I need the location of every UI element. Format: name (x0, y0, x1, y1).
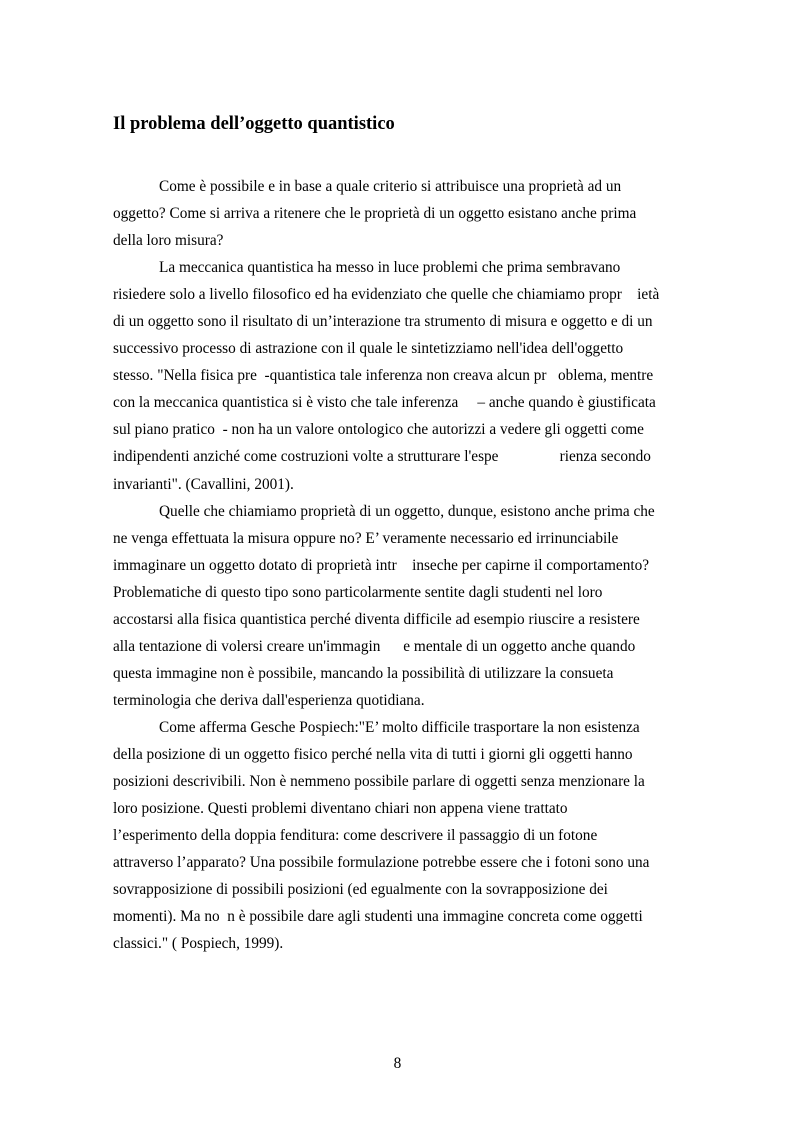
text-line: indipendenti anziché come costruzioni volte a strutturare l'espe rienza secondo (113, 448, 651, 466)
text-line: La meccanica quantistica ha messo in luce problemi che prima sembravano (159, 259, 621, 277)
text-line: accostarsi alla fisica quantistica perché diventa difficile ad esempio riuscire a resistere (113, 610, 640, 628)
text-line: Come afferma Gesche Pospiech:"E’ molto difficile trasportare la non esistenza (159, 718, 640, 736)
text-line: sul piano pratico - non ha un valore ontologico che autorizzi a vedere gli oggetti come (113, 421, 644, 439)
text-line: l’esperimento della doppia fenditura: come descrivere il passaggio di un fotone (113, 827, 598, 845)
text-line: classici." ( Pospiech, 1999). (113, 935, 284, 953)
text-line: loro posizione. Questi problemi diventano chiari non appena viene trattato (113, 800, 568, 818)
text-line: di un oggetto sono il risultato di un’interazione tra strumento di misura e oggetto e di un (113, 313, 653, 331)
text-line: invarianti". (Cavallini, 2001). (113, 475, 294, 493)
text-line: risiedere solo a livello filosofico ed ha evidenziato che quelle che chiamiamo propr ietà (113, 286, 660, 304)
section-heading: Il problema dell’oggetto quantistico (113, 114, 395, 134)
text-line: attraverso l’apparato? Una possibile formulazione potrebbe essere che i fotoni sono una (113, 854, 650, 872)
text-line: Come è possibile e in base a quale criterio si attribuisce una proprietà ad un (159, 178, 622, 195)
text-line: alla tentazione di volersi creare un'immagin e mentale di un oggetto anche quando (113, 637, 636, 655)
text-line: Quelle che chiamiamo proprietà di un oggetto, dunque, esistono anche prima che (159, 502, 655, 520)
text-line: posizioni descrivibili. Non è nemmeno possibile parlare di oggetti senza menzionare la (113, 773, 645, 791)
text-line: successivo processo di astrazione con il quale le sintetizziamo nell'idea dell'oggetto (113, 340, 624, 358)
text-line: stesso. "Nella fisica pre -quantistica tale inferenza non creava alcun pr oblema, mentre (113, 367, 654, 385)
text-line: terminologia che deriva dall'esperienza quotidiana. (113, 691, 425, 709)
text-line: immaginare un oggetto dotato di proprietà intr inseche per capirne il comportamento? (113, 556, 650, 574)
text-line: Problematiche di questo tipo sono particolarmente sentite dagli studenti nel loro (113, 583, 603, 601)
body-text (113, 173, 688, 957)
page-number: 8 (393, 1055, 402, 1072)
text-line: momenti). Ma no n è possibile dare agli studenti una immagine concreta come oggetti (113, 908, 643, 926)
text-line: della loro misura? (113, 232, 224, 250)
text-line: sovrapposizione di possibili posizioni (ed egualmente con la sovrapposizione dei (113, 881, 608, 899)
text-line: con la meccanica quantistica si è visto che tale inferenza – anche quando è giustificata (113, 394, 656, 412)
text-line: questa immagine non è possibile, mancando la possibilità di utilizzare la consueta (113, 664, 614, 682)
text-line: ne venga effettuata la misura oppure no? E’ veramente necessario ed irrinunciabile (113, 529, 619, 547)
text-line: della posizione di un oggetto fisico perché nella vita di tutti i giorni gli oggetti hanno (113, 745, 633, 763)
text-line: oggetto? Come si arriva a ritenere che le proprietà di un oggetto esistano anche prima (113, 205, 637, 223)
